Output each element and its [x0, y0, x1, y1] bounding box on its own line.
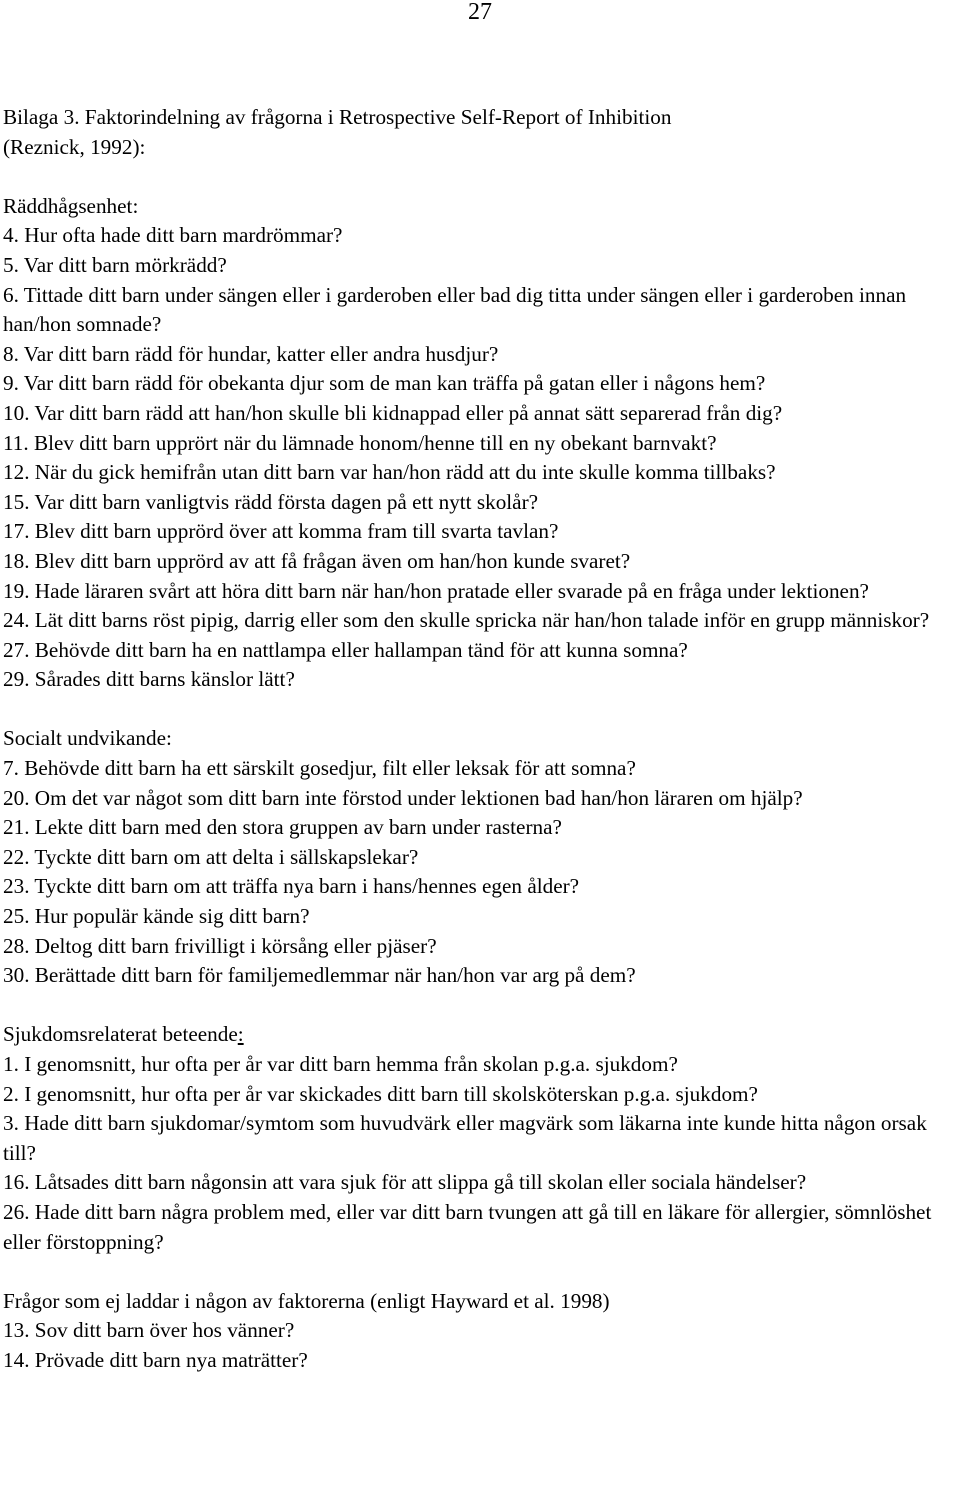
list-item: 1. I genomsnitt, hur ofta per år var ditt barn hemma från skolan p.g.a. sjukdom? — [3, 1052, 678, 1076]
list-item: 30. Berättade ditt barn för familjemedlemmar när han/hon var arg på dem? — [3, 963, 636, 988]
list-item: 17. Blev ditt barn upprörd över att komma fram till svarta tavlan? — [3, 519, 559, 544]
appendix-title-citation: (Reznick, 1992): — [3, 134, 146, 159]
list-item: 11. Blev ditt barn upprört när du lämnade honom/henne till en ny obekant barnvakt? — [3, 430, 717, 455]
section-heading-illness-behavior — [3, 1020, 958, 1050]
list-item: 26. Hade ditt barn några problem med, eller var ditt barn tvungen att gå till en läkare för allergier, sömnlöshet eller förstoppning? — [3, 1199, 932, 1254]
list-item: 9. Var ditt barn rädd för obekanta djur som de man kan träffa på gatan eller i någons hem? — [3, 371, 766, 396]
list-item: 16. Låtsades ditt barn någonsin att vara sjuk för att slippa gå till skolan eller sociala händelser? — [3, 1170, 807, 1195]
section-heading-unloaded-questions: Frågor som ej laddar i någon av faktorerna (enligt Hayward et al. 1998) — [3, 1288, 610, 1313]
list-item: 23. Tyckte ditt barn om att träffa nya barn i hans/hennes egen ålder? — [3, 874, 580, 899]
list-item: 13. Sov ditt barn över hos vänner? — [3, 1318, 295, 1343]
list-item: 12. När du gick hemifrån utan ditt barn var han/hon rädd att du inte skulle komma tillbaks? — [3, 460, 776, 485]
section-heading-colon: : — [237, 1022, 244, 1047]
section-heading-social-avoidance: Socialt undvikande: — [3, 726, 172, 751]
list-item: 28. Deltog ditt barn frivilligt i körsång eller pjäser? — [3, 933, 437, 958]
list-item: 3. Hade ditt barn sjukdomar/symtom som huvudvärk eller magvärk som läkarna inte kunde hitta någon orsak till? — [3, 1111, 927, 1165]
list-item: 24. Lät ditt barns röst pipig, darrig eller som den skulle spricka när han/hon talade inför en grupp människor? — [3, 608, 930, 633]
list-item: 2. I genomsnitt, hur ofta per år var skickades ditt barn till skolsköterskan p.g.a. sjukdom? — [3, 1081, 758, 1106]
appendix-title: Bilaga 3. Faktorindelning av frågorna i Retrospective Self-Report of Inhibition — [3, 105, 672, 129]
list-item: 18. Blev ditt barn upprörd av att få frågan även om han/hon kunde svaret? — [3, 548, 631, 573]
list-item: 5. Var ditt barn mörkrädd? — [3, 252, 227, 277]
list-item: 4. Hur ofta hade ditt barn mardrömmar? — [3, 223, 343, 248]
section-heading-text: Sjukdomsrelaterat beteende — [3, 1022, 238, 1047]
list-item: 22. Tyckte ditt barn om att delta i sällskapslekar? — [3, 844, 419, 869]
list-item: 27. Behövde ditt barn ha en nattlampa eller hallampan tänd för att kunna somna? — [3, 637, 688, 662]
list-item: 14. Prövade ditt barn nya maträtter? — [3, 1347, 308, 1372]
list-item: 25. Hur populär kände sig ditt barn? — [3, 904, 310, 929]
list-item: 7. Behövde ditt barn ha ett särskilt gosedjur, filt eller leksak för att somna? — [3, 756, 636, 781]
list-item: 6. Tittade ditt barn under sängen eller i garderoben eller bad dig titta under sängen eller i garderoben innan han/hon somnade? — [3, 282, 907, 337]
document-body — [3, 103, 958, 1376]
list-item: 8. Var ditt barn rädd för hundar, katter eller andra husdjur? — [3, 341, 499, 366]
section-heading-fearfulness: Räddhågsenhet: — [3, 193, 139, 218]
list-item: 19. Hade läraren svårt att höra ditt barn när han/hon pratade eller svarade på en fråga under lektionen? — [3, 578, 869, 603]
list-item: 21. Lekte ditt barn med den stora gruppen av barn under rasterna? — [3, 815, 562, 840]
list-item: 29. Sårades ditt barns känslor lätt? — [3, 667, 295, 692]
page-number: 27 — [468, 0, 492, 25]
list-item: 20. Om det var något som ditt barn inte förstod under lektionen bad han/hon läraren om hjälp? — [3, 785, 803, 810]
list-item: 10. Var ditt barn rädd att han/hon skulle bli kidnappad eller på annat sätt separerad från dig? — [3, 400, 783, 425]
list-item: 15. Var ditt barn vanligtvis rädd första dagen på ett nytt skolår? — [3, 489, 539, 514]
